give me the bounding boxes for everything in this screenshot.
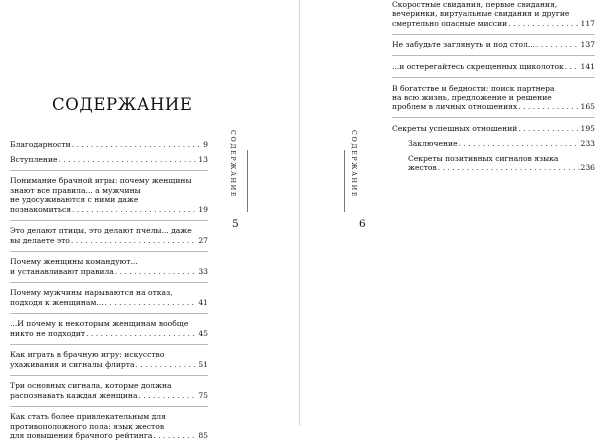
- toc-entry-row: [10, 329, 208, 338]
- toc-entry-title: Вступление: [10, 154, 58, 164]
- toc-entry-row: [10, 360, 208, 369]
- toc-entry-line: Почему женщины командуют...: [10, 257, 138, 267]
- running-head-left-text: СОДЕРЖАНИЕ: [229, 130, 237, 199]
- toc-list-right: [392, 0, 595, 178]
- toc-page-number: 19: [198, 204, 208, 214]
- toc-entry-line: Секреты позитивных сигналов языка: [408, 153, 559, 163]
- toc-entry-title: подходя к женщинам...: [10, 297, 104, 307]
- toc-entry: [10, 257, 208, 282]
- toc-entry: [392, 124, 595, 133]
- toc-leader-dots: [71, 236, 197, 245]
- toc-leader-dots: [105, 298, 198, 307]
- toc-page-number: 141: [580, 62, 595, 71]
- toc-page-number: 27: [198, 235, 208, 245]
- toc-entry-line: знают все правила... а мужчины: [10, 185, 141, 195]
- toc-page-number: 9: [203, 140, 208, 149]
- toc-leader-dots: [115, 267, 197, 276]
- toc-entry-row: [392, 124, 595, 133]
- toc-leader-dots: [459, 139, 580, 148]
- toc-leader-dots: [153, 431, 197, 440]
- toc-entry-title: вы делаете это: [10, 235, 70, 245]
- toc-entry: [392, 84, 595, 119]
- toc-leader-dots: [508, 19, 579, 28]
- toc-entry: [10, 288, 208, 313]
- toc-entry-title: проблем в личных отношениях: [392, 102, 518, 112]
- toc-leader-dots: [565, 62, 580, 71]
- toc-entry: [10, 226, 208, 251]
- toc-entry-row: [392, 102, 595, 111]
- toc-entry-title: Не забудьте заглянуть и под стол...: [392, 40, 535, 50]
- toc-entry-row: [10, 140, 208, 149]
- toc-leader-dots: [138, 391, 197, 400]
- toc-page-number: 233: [580, 138, 595, 148]
- toc-page-number: 45: [198, 328, 208, 338]
- toc-leader-dots: [536, 40, 580, 49]
- left-page: [0, 0, 299, 441]
- toc-page-number: 13: [198, 154, 208, 164]
- toc-page-number: 137: [580, 40, 595, 50]
- toc-entry: [10, 140, 208, 149]
- toc-entry-line: вечеринки, виртуальные свидания и другие: [392, 9, 570, 19]
- toc-entry-row: [10, 205, 208, 214]
- toc-page-number: 236: [580, 163, 595, 172]
- toc-page-number: 75: [198, 390, 208, 400]
- toc-entry-title: Благодарности: [10, 140, 71, 149]
- toc-entry-title: Заключение: [408, 138, 458, 148]
- toc-entry-title: и устанавливают правила: [10, 266, 114, 276]
- toc-entry: [392, 0, 595, 35]
- toc-entry-line: ...И почему к некоторым женщинам вообще: [10, 319, 189, 329]
- toc-page-number: 117: [580, 18, 595, 28]
- toc-entry: [10, 381, 208, 406]
- toc-entry-line: не удосуживаются с ними даже: [10, 195, 139, 205]
- toc-leader-dots: [72, 140, 202, 149]
- toc-page-number: 165: [580, 102, 595, 112]
- page-number-right: 6: [359, 218, 366, 230]
- toc-entry-title: распознавать каждая женщина: [10, 390, 138, 400]
- toc-entry-line: Скоростные свидания, первые свидания,: [392, 0, 558, 9]
- toc-leader-dots: [136, 360, 198, 369]
- toc-entry-line: Как стать более привлекательным для: [10, 412, 166, 422]
- toc-entry-row: [408, 163, 595, 172]
- toc-entry-title: Секреты успешных отношений: [392, 124, 518, 133]
- toc-entry-row: [408, 139, 595, 148]
- running-head-right: [350, 130, 360, 220]
- toc-entry-title: ухаживания и сигналы флирта: [10, 359, 135, 369]
- running-head-left: [229, 130, 239, 220]
- toc-entry-row: [10, 431, 208, 440]
- toc-entry-row: [10, 267, 208, 276]
- toc-entry-row: [392, 62, 595, 71]
- toc-entry: [10, 350, 208, 375]
- toc-entry: [392, 139, 595, 148]
- toc-leader-dots: [518, 102, 579, 111]
- toc-entry-title: никто не подходит: [10, 328, 86, 338]
- toc-page-number: 85: [198, 431, 208, 441]
- toc-entry-row: [392, 40, 595, 49]
- running-head-right-text: СОДЕРЖАНИЕ: [350, 130, 358, 199]
- toc-entry-line: В богатстве и бедности: поиск партнера: [392, 83, 555, 93]
- toc-entry-line: Понимание брачной игры: почему женщины: [10, 176, 192, 186]
- toc-entry-row: [392, 19, 595, 28]
- toc-list-left: [10, 140, 208, 446]
- toc-entry-row: [10, 391, 208, 400]
- toc-entry: [392, 40, 595, 56]
- toc-entry: [392, 154, 595, 173]
- toc-entry-title: смертельно опасные миссии: [392, 18, 508, 28]
- toc-entry-row: [10, 155, 208, 164]
- toc-entry-title: познакомиться: [10, 204, 72, 214]
- toc-leader-dots: [86, 329, 197, 338]
- toc-entry-line: противоположного пола: язык жестов: [10, 421, 165, 431]
- toc-entry-title: ...и остерегайтесь скрещенных щиколоток: [392, 62, 564, 71]
- toc-entry: [10, 155, 208, 171]
- toc-entry: [392, 62, 595, 78]
- toc-page-number: 33: [198, 266, 208, 276]
- toc-entry-line: на всю жизнь, предложение и решение: [392, 93, 552, 102]
- toc-entry-line: Почему мужчины нарываются на отказ,: [10, 288, 173, 298]
- toc-title: СОДЕРЖАНИЕ: [52, 95, 193, 114]
- toc-page-number: 195: [580, 124, 595, 133]
- toc-leader-dots: [438, 163, 580, 172]
- toc-entry-line: Это делают птицы, это делают пчелы... даже: [10, 226, 192, 236]
- toc-entry-title: для повышения брачного рейтинга: [10, 431, 153, 441]
- toc-page-number: 51: [198, 359, 208, 369]
- toc-entry-line: Как играть в брачную игру: искусство: [10, 350, 165, 360]
- toc-entry: [10, 176, 208, 220]
- toc-entry-line: Три основных сигнала, которые должна: [10, 381, 172, 391]
- page-edge-line-left: [247, 150, 248, 212]
- toc-entry-row: [10, 236, 208, 245]
- page-number-left: 5: [232, 218, 239, 230]
- toc-leader-dots: [59, 155, 198, 164]
- toc-entry: [10, 319, 208, 344]
- right-page: [300, 0, 600, 426]
- toc-entry: [10, 412, 208, 440]
- toc-entry-row: [10, 298, 208, 307]
- toc-entry-title: жестов: [408, 163, 437, 172]
- toc-leader-dots: [72, 205, 197, 214]
- page-edge-line-right: [344, 150, 345, 212]
- toc-page-number: 41: [198, 297, 208, 307]
- toc-leader-dots: [518, 124, 579, 133]
